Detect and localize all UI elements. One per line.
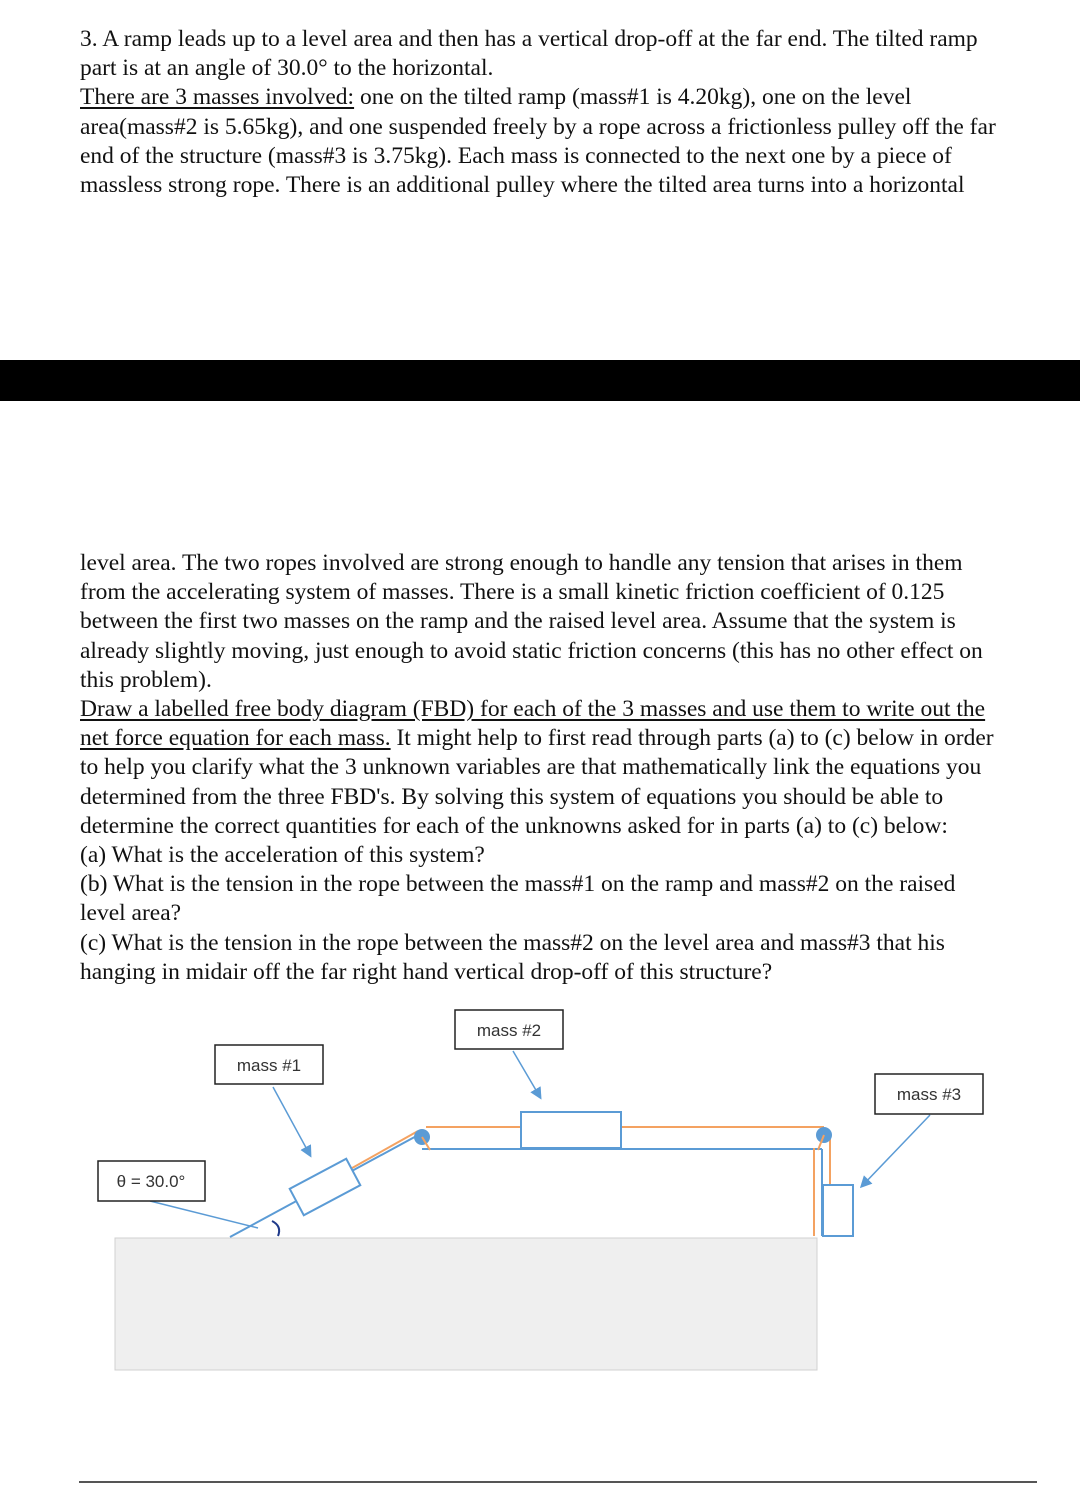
angle-callout [150,1201,258,1228]
net-force-instruction: net force equation for each mass. [80,725,391,752]
problem-continuation [80,549,1045,987]
mass-3-label-text: mass #3 [896,1085,962,1104]
body-line: determined from the three FBD's. By solving this system of equations you should be able to [80,783,944,810]
intro-line: massless strong rope. There is an additional pulley where the tilted area turns into a horizontal [80,172,965,199]
intro-line [80,83,1045,112]
question-b: (b) What is the tension in the rope between the mass#1 on the ramp and mass#2 on the raised [80,871,956,898]
problem-intro [80,25,1045,200]
mass-1-label-text: mass #1 [236,1056,302,1075]
body-line: between the first two masses on the ramp and the raised level area. Assume that the system is [80,608,956,635]
body-line: already slightly moving, just enough to avoid static friction concerns (this has no other effect on [80,637,983,664]
body-line: determine the correct quantities for each of the unknowns asked for in parts (a) to (c) below: [80,812,948,839]
body-line-rest: It might help to first read through parts (a) to (c) below in order [390,725,994,752]
question-c-cont: hanging in midair off the far right hand vertical drop-off of this structure? [80,958,773,985]
question-c: (c) What is the tension in the rope between the mass#2 on the level area and mass#3 that his [80,929,945,956]
fbd-instruction: Draw a labelled free body diagram (FBD) for each of the 3 masses and use them to write out the [80,696,986,723]
angle-label [98,1161,205,1201]
mass-3-callout [862,1115,930,1186]
angle-arc [272,1221,279,1236]
rope-1 [345,1131,418,1172]
intro-line: area(mass#2 is 5.65kg), and one suspended freely by a rope across a frictionless pulley off the far [80,113,996,140]
mass-2-block [521,1112,621,1148]
mass-1-callout [273,1087,310,1155]
body-line: to help you clarify what the 3 unknown variables are that mathematically link the equations you [80,754,982,781]
masses-heading: There are 3 masses involved: [80,84,355,111]
body-line: this problem). [80,666,212,693]
body-line: from the accelerating system of masses. There is a small kinetic friction coefficient of 0.125 [80,579,945,606]
body-line [80,724,1045,753]
angle-label-text: θ = 30.0° [116,1172,186,1191]
question-b-cont: level area? [80,900,182,927]
mass-3-label [875,1074,983,1114]
question-a: (a) What is the acceleration of this system? [80,842,485,869]
mass-2-label-text: mass #2 [476,1021,542,1040]
mass-2-callout [513,1051,540,1097]
mass-3-block [823,1185,853,1236]
intro-line: part is at an angle of 30.0° to the horizontal. [80,55,494,82]
ramp-pulley-icon [414,1129,430,1150]
intro-line: end of the structure (mass#3 is 3.75kg). Each mass is connected to the next one by a piece of [80,142,952,169]
redaction-bar [0,360,1080,401]
body-line: level area. The two ropes involved are strong enough to handle any tension that arises in them [80,550,963,576]
structure-base [115,1238,817,1370]
intro-line-rest: one on the tilted ramp (mass#1 is 4.20kg), one on the level [354,84,912,111]
mass-2-label [455,1010,563,1049]
page-divider [79,1481,1037,1483]
intro-line: 3. A ramp leads up to a level area and then has a vertical drop-off at the far end. The tilted ramp [80,26,978,52]
ramp-diagram [0,1000,1080,1400]
mass-1-block [290,1159,361,1216]
mass-1-label [215,1045,323,1084]
